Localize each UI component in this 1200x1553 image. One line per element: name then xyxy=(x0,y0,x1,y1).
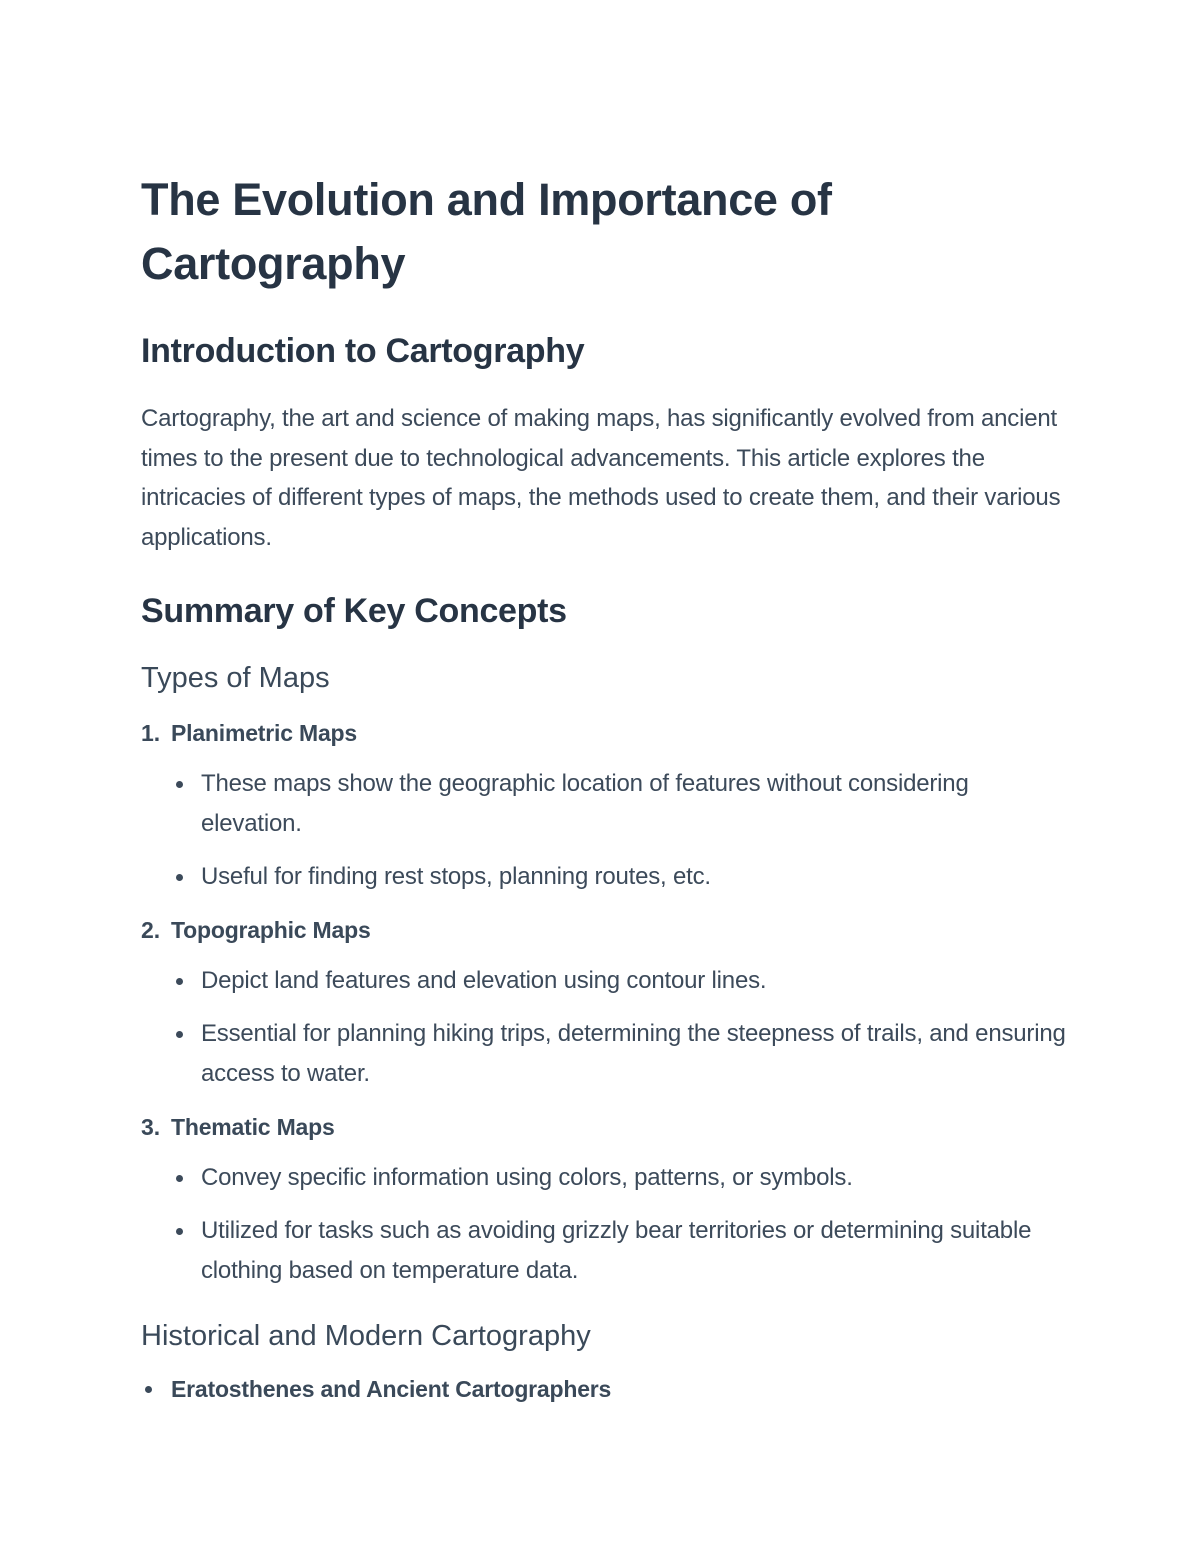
map-type-bullets xyxy=(171,961,1071,1094)
types-of-maps-heading: Types of Maps xyxy=(141,662,330,694)
list-item-topographic xyxy=(141,911,1071,1094)
introduction-paragraph: Cartography, the art and science of making maps, has significantly evolved from ancient times to the present due to technological advancements. This article explores the intricacies of different types of maps, the methods used to create them, and their various applications. xyxy=(141,405,1061,551)
history-item: Eratosthenes and Ancient Cartographers xyxy=(141,1370,1071,1408)
bullet-item: Convey specific information using colors, patterns, or symbols. xyxy=(171,1158,1071,1198)
bullet-item: Useful for finding rest stops, planning routes, etc. xyxy=(171,857,1071,897)
map-type-title: Thematic Maps xyxy=(171,1114,335,1140)
map-type-title: Topographic Maps xyxy=(171,917,371,943)
list-item-thematic xyxy=(141,1108,1071,1291)
introduction-heading: Introduction to Cartography xyxy=(141,332,585,370)
document-page xyxy=(141,168,1071,1408)
map-type-bullets xyxy=(171,764,1071,897)
bullet-item: Essential for planning hiking trips, determining the steepness of trails, and ensuring access to water. xyxy=(171,1014,1071,1094)
list-number: 3. xyxy=(141,1114,161,1140)
list-number: 2. xyxy=(141,917,161,943)
map-types-list xyxy=(141,714,1071,1291)
summary-heading: Summary of Key Concepts xyxy=(141,592,567,630)
bullet-item: Depict land features and elevation using contour lines. xyxy=(171,961,1071,1001)
bullet-item: Utilized for tasks such as avoiding grizzly bear territories or determining suitable clothing based on temperature data. xyxy=(171,1211,1071,1291)
history-heading: Historical and Modern Cartography xyxy=(141,1320,591,1352)
map-type-title: Planimetric Maps xyxy=(171,720,357,746)
document-title: The Evolution and Importance of Cartography xyxy=(141,174,832,289)
list-number: 1. xyxy=(141,720,161,746)
history-list xyxy=(141,1370,1071,1408)
list-item-planimetric xyxy=(141,714,1071,897)
map-type-bullets xyxy=(171,1158,1071,1291)
bullet-item: These maps show the geographic location of features without considering elevation. xyxy=(171,764,1071,844)
